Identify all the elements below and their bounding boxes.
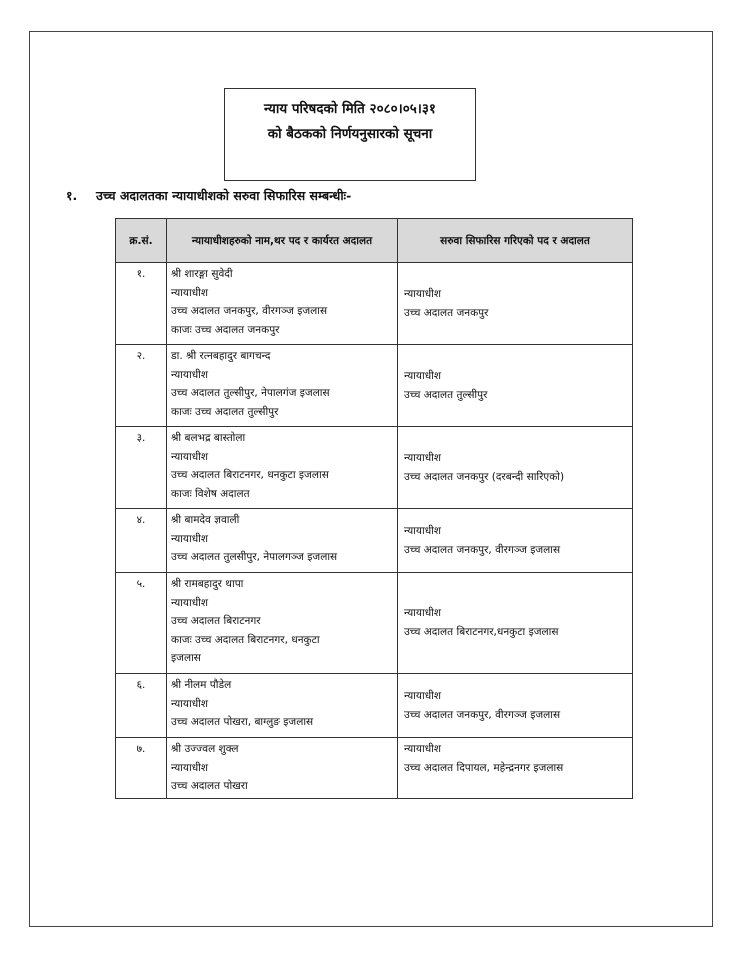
judge-detail-line: न्यायाधीश <box>171 596 209 609</box>
row-recommendation <box>398 573 633 674</box>
row-judge-details <box>167 509 398 573</box>
recommendation-line: न्यायाधीश <box>404 607 442 619</box>
row-judge-details <box>167 674 398 738</box>
table-row <box>116 427 633 509</box>
row-serial-number: ७. <box>116 738 167 799</box>
table-row <box>116 509 633 573</box>
recommendation-line: उच्च अदालत दिपायल, महेन्द्रनगर इजलास <box>404 762 564 774</box>
recommendation-line: न्यायाधीश <box>404 689 442 702</box>
recommendation-line: न्यायाधीश <box>404 451 442 464</box>
judge-detail-line: न्यायाधीश <box>171 761 209 774</box>
row-serial-number: २. <box>116 345 167 427</box>
row-serial-number: ४. <box>116 509 167 573</box>
header-judge: न्यायाधीशहरुको नाम,थर पद र कार्यरत अदालत <box>167 219 398 263</box>
row-serial-number: ५. <box>116 573 167 674</box>
row-serial-number: ३. <box>116 427 167 509</box>
judge-detail-line: श्री रामबहादुर थापा <box>171 578 244 590</box>
recommendation-line: उच्च अदालत जनकपुर, वीरगञ्ज इजलास <box>404 708 561 721</box>
judge-detail-line: न्यायाधीश <box>171 286 209 299</box>
table-row <box>116 573 633 674</box>
recommendation-line: उच्च अदालत जनकपुर <box>404 306 489 319</box>
judge-detail-line: उच्च अदालत तुल्सीपुर, नेपालगंज इजलास <box>171 387 330 399</box>
notice-title-line2: को बैठकको निर्णयनुसारको सूचना <box>267 126 433 142</box>
row-recommendation <box>398 427 633 509</box>
judge-detail-line: श्री बामदेव ज्ञवाली <box>171 514 240 526</box>
recommendation-line: उच्च अदालत जनकपुर, वीरगञ्ज इजलास <box>404 543 561 556</box>
row-judge-details <box>167 573 398 674</box>
judge-detail-line: काजः उच्च अदालत बिराटनगर, धनकुटा <box>171 633 320 646</box>
recommendation-line: उच्च अदालत बिराटनगर,धनकुटा इजलास <box>404 626 559 638</box>
judge-detail-line: काजः विशेष अदालत <box>171 487 250 500</box>
section-heading <box>66 187 351 204</box>
judge-detail-line: श्री बलभद्र बास्तोला <box>171 432 246 444</box>
row-recommendation <box>398 263 633 345</box>
section-number: १. <box>66 188 78 203</box>
header-sn: क्र.सं. <box>116 219 167 263</box>
judge-detail-line: न्यायाधीश <box>171 532 209 545</box>
table-row <box>116 263 633 345</box>
recommendation-line: न्यायाधीश <box>404 369 442 382</box>
row-recommendation <box>398 345 633 427</box>
table-header-row <box>116 219 633 263</box>
judge-detail-line: उच्च अदालत बिराटनगर, धनकुटा इजलास <box>171 469 329 481</box>
recommendation-line: न्यायाधीश <box>404 524 442 537</box>
judge-detail-line: न्यायाधीश <box>171 450 209 463</box>
table-row <box>116 345 633 427</box>
header-recommendation: सरुवा सिफारिस गरिएको पद र अदालत <box>398 219 633 263</box>
judge-detail-line: डा. श्री रत्नबहादुर बागचन्द <box>171 350 271 362</box>
judge-detail-line: उच्च अदालत बिराटनगर <box>171 615 261 627</box>
judge-detail-line: श्री नीलम पौडेल <box>171 679 232 691</box>
judge-detail-line: उच्च अदालत पोखरा, बाग्लुङ इजलास <box>171 716 314 728</box>
recommendation-line: न्यायाधीश <box>404 287 442 300</box>
row-serial-number: ६. <box>116 674 167 738</box>
judge-detail-line: न्यायाधीश <box>171 368 209 381</box>
row-judge-details <box>167 738 398 799</box>
table-row <box>116 674 633 738</box>
judge-detail-line: काजः उच्च अदालत तुल्सीपुर <box>171 405 279 418</box>
row-judge-details <box>167 263 398 345</box>
section-heading-text: उच्च अदालतका न्यायाधीशको सरुवा सिफारिस सम्बन्धीः- <box>96 188 352 203</box>
transfer-table <box>115 218 633 799</box>
notice-title-line1: न्याय परिषदको मिति २०८०।०५।३१ <box>264 101 436 117</box>
judge-detail-line: उच्च अदालत पोखरा <box>171 780 248 792</box>
judge-detail-line: श्री शारङ्गा सुवेदी <box>171 268 233 280</box>
row-judge-details <box>167 427 398 509</box>
recommendation-line: उच्च अदालत तुल्सीपुर <box>404 388 488 401</box>
row-recommendation <box>398 674 633 738</box>
judge-detail-line: श्री उज्ज्वल शुक्ल <box>171 743 239 755</box>
row-judge-details <box>167 345 398 427</box>
judge-detail-line: इजलास <box>171 652 201 664</box>
judge-detail-line: न्यायाधीश <box>171 697 209 710</box>
recommendation-line: न्यायाधीश <box>404 743 442 755</box>
recommendation-line: उच्च अदालत जनकपुर (दरबन्दी सारिएको) <box>404 470 565 483</box>
row-serial-number: १. <box>116 263 167 345</box>
table-row <box>116 738 633 799</box>
row-recommendation <box>398 509 633 573</box>
judge-detail-line: उच्च अदालत तुलसीपुर, नेपालगञ्ज इजलास <box>171 551 338 563</box>
judge-detail-line: काजः उच्च अदालत जनकपुर <box>171 323 280 336</box>
judge-detail-line: उच्च अदालत जनकपुर, वीरगञ्ज इजलास <box>171 305 328 317</box>
row-recommendation <box>398 738 633 799</box>
notice-title-box <box>224 88 476 181</box>
